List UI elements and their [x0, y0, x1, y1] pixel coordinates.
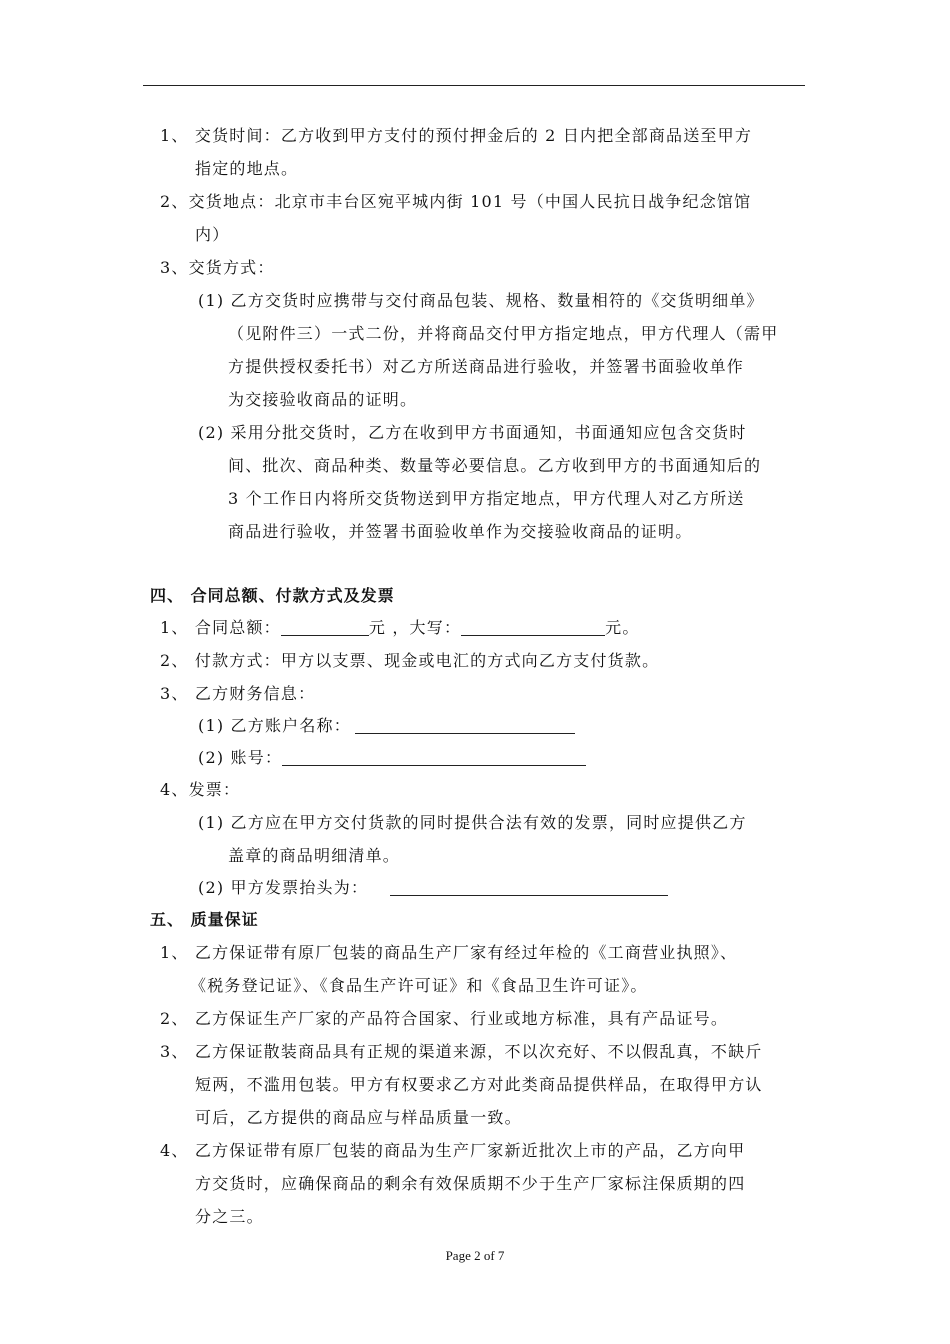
section4-heading: 四、 合同总额、付款方式及发票 — [150, 586, 395, 605]
amount-words-label: 元 ，大写： — [368, 618, 462, 637]
account-name-blank[interactable] — [355, 717, 575, 734]
account-number-blank[interactable] — [282, 749, 586, 766]
quality-4-line3: 分之三。 — [195, 1207, 264, 1226]
section5-heading: 五、 质量保证 — [150, 910, 259, 929]
delivery-method-2-line2: 间、批次、商品种类、数量等必要信息。乙方收到甲方的书面通知后的 — [228, 456, 762, 475]
amount-words-blank[interactable] — [461, 619, 605, 636]
account-number-label: (2) 账号： — [198, 748, 283, 767]
account-name-line — [198, 715, 575, 737]
invoice-header-label: (2) 甲方发票抬头为： — [198, 878, 369, 897]
delivery-method-2-line4: 商品进行验收，并签署书面验收单作为交接验收商品的证明。 — [228, 522, 693, 541]
payment-method: 2、 付款方式：甲方以支票、现金或电汇的方式向乙方支付货款。 — [160, 651, 660, 670]
invoice-1-line1: (1) 乙方应在甲方交付货款的同时提供合法有效的发票，同时应提供乙方 — [198, 813, 747, 832]
delivery-method-2-line3: 3 个工作日内将所交货物送到甲方指定地点，甲方代理人对乙方所送 — [228, 489, 745, 508]
finance-info-title: 3、 乙方财务信息： — [160, 684, 316, 703]
delivery-method-1-line3: 方提供授权委托书）对乙方所送商品进行验收，并签署书面验收单作 — [228, 357, 745, 376]
account-name-label: (1) 乙方账户名称： — [198, 716, 351, 735]
delivery-method-1-line2: （见附件三）一式二份，并将商品交付甲方指定地点，甲方代理人（需甲 — [228, 324, 779, 343]
contract-amount-line — [160, 617, 640, 639]
amount-figure-blank[interactable] — [281, 619, 369, 636]
delivery-method-2-line1: (2) 采用分批交货时，乙方在收到甲方书面通知，书面通知应包含交货时 — [198, 423, 747, 442]
quality-1-line1: 1、 乙方保证带有原厂包装的商品生产厂家有经过年检的《工商营业执照》、 — [160, 943, 738, 962]
account-number-line — [198, 747, 586, 769]
invoice-header-blank[interactable] — [390, 879, 668, 896]
delivery-place-line1: 2、交货地点：北京市丰台区宛平城内街 101 号（中国人民抗日战争纪念馆馆 — [160, 192, 752, 211]
quality-1-line2: 《税务登记证》、《食品生产许可证》和《食品卫生许可证》。 — [190, 976, 648, 995]
quality-3-line3: 可后，乙方提供的商品应与样品质量一致。 — [195, 1108, 522, 1127]
quality-4-line2: 方交货时，应确保商品的剩余有效保质期不少于生产厂家标注保质期的四 — [195, 1174, 746, 1193]
delivery-time-line2: 指定的地点。 — [195, 159, 299, 178]
invoice-title: 4、发票： — [160, 780, 241, 799]
contract-amount-label: 1、 合同总额： — [160, 618, 281, 637]
amount-unit: 元。 — [605, 618, 640, 637]
quality-3-line1: 3、 乙方保证散装商品具有正规的渠道来源，不以次充好、不以假乱真，不缺斤 — [160, 1042, 763, 1061]
invoice-header-line — [198, 877, 668, 899]
delivery-place-line2: 内） — [195, 225, 230, 244]
delivery-method-1-line4: 为交接验收商品的证明。 — [228, 390, 418, 409]
delivery-time-line1: 1、 交货时间：乙方收到甲方支付的预付押金后的 2 日内把全部商品送至甲方 — [160, 126, 753, 145]
page-number: Page 2 of 7 — [445, 1248, 505, 1263]
quality-4-line1: 4、 乙方保证带有原厂包装的商品为生产厂家新近批次上市的产品，乙方向甲 — [160, 1141, 746, 1160]
quality-3-line2: 短两，不滥用包装。甲方有权要求乙方对此类商品提供样品，在取得甲方认 — [195, 1075, 763, 1094]
delivery-method-1-line1: (1) 乙方交货时应携带与交付商品包装、规格、数量相符的《交货明细单》 — [198, 291, 764, 310]
delivery-method-title: 3、交货方式： — [160, 258, 275, 277]
quality-2: 2、 乙方保证生产厂家的产品符合国家、行业或地方标准，具有产品证号。 — [160, 1009, 729, 1028]
header-rule — [143, 85, 805, 86]
invoice-1-line2: 盖章的商品明细清单。 — [228, 846, 401, 865]
